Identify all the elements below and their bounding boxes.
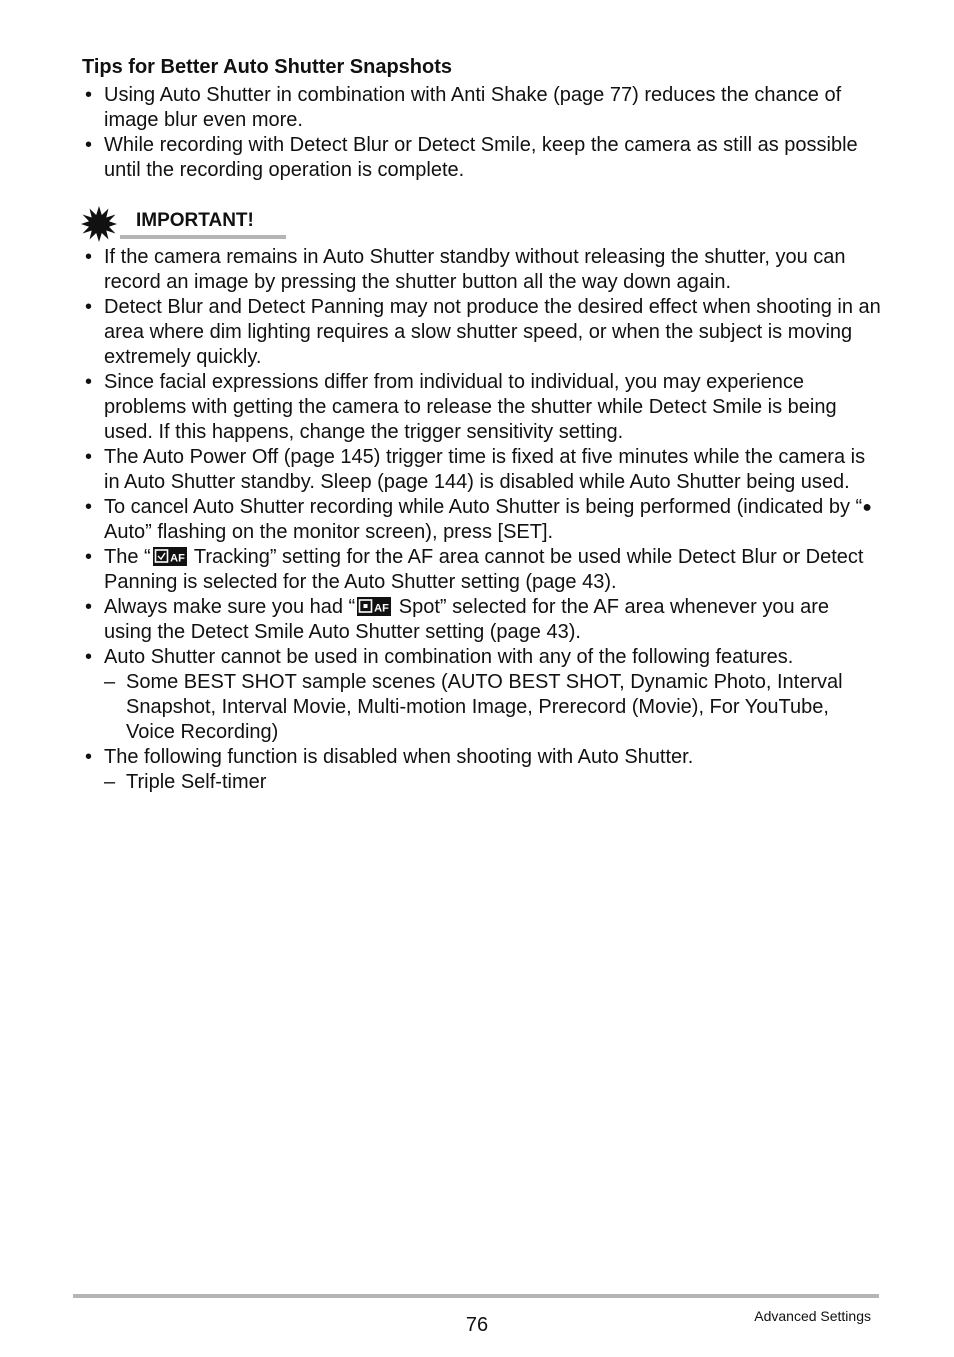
- important-item-combination: [82, 645, 882, 745]
- tips-heading: Tips for Better Auto Shutter Snapshots: [82, 56, 453, 78]
- svg-text:AF: AF: [169, 552, 185, 565]
- spot-af-icon: [357, 597, 391, 616]
- important-item-standby: • If the camera remains in Auto Shutter standby without releasing the shutter, you can record an image by pressing the shutter button all the way down again.: [82, 245, 882, 295]
- tracking-af-icon: [153, 547, 187, 566]
- combination-sublist: [104, 670, 882, 745]
- important-item-disabled-function: [82, 745, 882, 795]
- cancel-text-before: To cancel Auto Shutter recording while Auto Shutter is being performed (indicated by “: [104, 496, 863, 518]
- tracking-text-after: Tracking” setting for the AF area cannot be used while Detect Blur or Detect Panning is selected for the Auto Shutter setting (page 43).: [104, 546, 864, 593]
- important-list: [82, 245, 882, 795]
- disabled-sublist: [104, 770, 882, 795]
- footer-section-label: Advanced Settings: [754, 1308, 871, 1324]
- disabled-sub-item: – Triple Self-timer: [104, 770, 882, 795]
- tip-item-keep-still: • While recording with Detect Blur or Detect Smile, keep the camera as still as possible until the recording operation is complete.: [82, 133, 882, 183]
- disabled-text: The following function is disabled when shooting with Auto Shutter.: [104, 746, 694, 768]
- important-underline: [120, 235, 286, 239]
- important-item-facial-expressions: • Since facial expressions differ from individual to individual, you may experience problems with getting the camera to release the shutter while Detect Smile is being used. If this happens, change the trigger sensitivity setting.: [82, 370, 882, 445]
- important-item-tracking: [82, 545, 882, 595]
- important-item-auto-power-off: • The Auto Power Off (page 145) trigger time is fixed at five minutes while the camera is in Auto Shutter standby. Sleep (page 144) is disabled while Auto Shutter being used.: [82, 445, 882, 495]
- important-label: IMPORTANT!: [136, 210, 254, 231]
- important-header: [80, 205, 286, 241]
- spot-text-after: Spot” selected for the AF area whenever you are using the Detect Smile Auto Shutter setting (page 43).: [104, 596, 830, 643]
- tips-list: [82, 83, 882, 183]
- combination-sub-item: – Some BEST SHOT sample scenes (AUTO BEST SHOT, Dynamic Photo, Interval Snapshot, Interval Movie, Multi-motion Image, Prerecord (Movie), For YouTube, Voice Recording): [104, 670, 882, 745]
- svg-text:AF: AF: [374, 602, 390, 615]
- important-item-dim-lighting: • Detect Blur and Detect Panning may not produce the desired effect when shooting in an area where dim lighting requires a slow shutter speed, or when the subject is moving extremely quickly.: [82, 295, 882, 370]
- footer-rule: [73, 1294, 879, 1298]
- tip-item-anti-shake: • Using Auto Shutter in combination with Anti Shake (page 77) reduces the chance of image blur even more.: [82, 83, 882, 133]
- important-item-spot: [82, 595, 882, 645]
- record-dot-icon: ●: [862, 499, 872, 516]
- page-number: 76: [465, 1314, 489, 1336]
- tracking-text-before: The “: [104, 546, 151, 568]
- combination-text: Auto Shutter cannot be used in combination with any of the following features.: [104, 646, 794, 668]
- important-item-cancel: [82, 495, 882, 545]
- important-burst-icon: [80, 205, 118, 243]
- spot-text-before: Always make sure you had “: [104, 596, 356, 618]
- cancel-text-after: Auto” flashing on the monitor screen), press [SET].: [104, 521, 554, 543]
